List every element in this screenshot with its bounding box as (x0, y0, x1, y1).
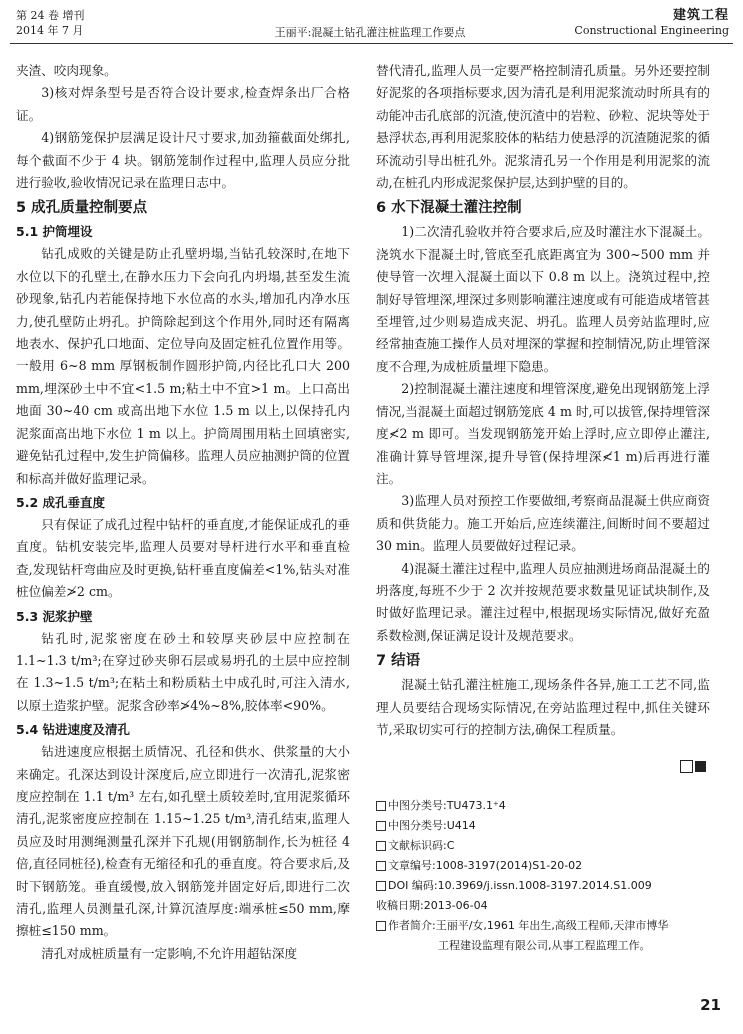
running-title: 王丽平:混凝土钻孔灌注桩监理工作要点 (274, 26, 466, 39)
paragraph: 钻孔时,泥浆密度在砂土和较厚夹砂层中应控制在 1.1~1.3 t/m³;在穿过砂夹卵石层或易坍孔的土层中应控制在 1.3~1.5 t/m³;在粘土和粉质粘土中成孔时,可注入清水,以原土造浆护壁。泥浆含砂率≯4%~8%,胶体率<90%。 (16, 630, 350, 713)
checkbox-icon (376, 801, 386, 811)
end-mark (376, 755, 710, 777)
end-square-icon (695, 761, 706, 772)
clc-number-1: 中图分类号:TU473.1⁺4 (388, 798, 506, 812)
subsection-heading-5-3: 5.3 泥浆护壁 (16, 608, 93, 624)
paragraph: 4)钢筋笼保护层满足设计尺寸要求,加劲箍截面处绑扎,每个截面不少于 4 块。钢筋笼制作过程中,监理人员应分批进行验收,验收情况记录在监理日志中。 (16, 130, 350, 191)
article-number: 文章编号:1008-3197(2014)S1-20-02 (388, 858, 583, 872)
subsection-heading-5-1: 5.1 护筒埋设 (16, 224, 93, 240)
page-number: 21 (700, 996, 721, 1014)
meta-row (376, 816, 710, 836)
checkbox-icon (376, 881, 386, 891)
meta-row (376, 896, 710, 916)
meta-row (376, 856, 710, 876)
received-date: 收稿日期:2013-06-04 (376, 898, 488, 912)
checkbox-icon (376, 921, 386, 931)
journal-name-en: Constructional Engineering (574, 24, 729, 37)
section-heading-5: 5 成孔质量控制要点 (16, 200, 148, 217)
author-bio-continued: 工程建设监理有限公司,从事工程监理工作。 (438, 938, 651, 952)
checkbox-icon (376, 821, 386, 831)
checkbox-icon (376, 861, 386, 871)
left-column (16, 60, 350, 965)
header-rule (10, 43, 733, 44)
paragraph: 清孔对成桩质量有一定影响,不允许用超钻深度 (41, 945, 298, 961)
paragraph: 夹渣、咬肉现象。 (16, 63, 117, 78)
subsection-heading-5-4: 5.4 钻进速度及清孔 (16, 722, 130, 738)
clc-number-2: 中图分类号:U414 (388, 818, 476, 832)
document-code: 文献标识码:C (388, 838, 455, 852)
paragraph: 替代清孔,监理人员一定要严格控制清孔质量。另外还要控制好泥浆的各项指标要求,因为清孔是利用泥浆流动时所具有的动能冲击孔底部的沉渣,使沉渣中的岩粒、砂粒、泥块等处于悬浮状态,再利用泥浆胶体的粘结力使悬浮的沉渣随泥浆的循环流动引导出桩孔外。泥浆清孔另一个作用是利用泥浆的流动,在桩孔内形成泥浆保护层,达到护壁的目的。 (376, 63, 710, 191)
subsection-heading-5-2: 5.2 成孔垂直度 (16, 494, 105, 510)
doi-code: DOI 编码:10.3969/j.issn.1008-3197.2014.S1.009 (388, 878, 652, 892)
issue-date: 2014 年 7 月 (16, 24, 84, 37)
meta-row (376, 876, 710, 896)
meta-row (376, 796, 710, 816)
header-right (574, 8, 729, 38)
header-left (16, 8, 85, 38)
journal-name-cn: 建筑工程 (672, 8, 729, 23)
section-heading-7: 7 结语 (376, 653, 421, 670)
paragraph: 钻进速度应根据土质情况、孔径和供水、供浆量的大小来确定。孔深达到设计深度后,应立即进行一次清孔,泥浆密度应控制在 1.1 t/m³ 左右,如孔壁土质较差时,宜用泥浆循环清孔,泥浆密度应控制在 1.15~1.25 t/m³,清孔结束,监理人员应及时用测绳测量孔深并下孔规(用钢筋制作,长为桩径 4 倍,直径同桩径),检查有无缩径和孔的垂直度。符合要求后,及时下钢筋笼。垂直缓慢,放入钢筋笼并固定好后,即进行二次清孔,监理人员测量孔深,计算沉渣厚度:端承桩≤50 mm,摩擦桩≤150 mm。 (16, 744, 350, 939)
paragraph: 只有保证了成孔过程中钻杆的垂直度,才能保证成孔的垂直度。钻机安装完毕,监理人员要对导杆进行水平和垂直检查,发现钻杆弯曲应及时更换,钻杆垂直度偏差<1%,钻头对准桩位偏差≯2 cm。 (16, 516, 350, 600)
meta-row (376, 936, 710, 956)
page-header (0, 0, 743, 46)
meta-row (376, 836, 710, 856)
section-heading-6: 6 水下混凝土灌注控制 (376, 200, 522, 217)
meta-row (376, 916, 710, 936)
volume-label: 第 24 卷 增刊 (16, 9, 85, 22)
paragraph: 3)核对焊条型号是否符合设计要求,检查焊条出厂合格证。 (16, 85, 350, 123)
paragraph: 2)控制混凝土灌注速度和埋管深度,避免出现钢筋笼上浮情况,当混凝土面超过钢筋笼底 4 m 时,可以拔管,保持埋管深度≮2 m 即可。当发现钢筋笼开始上浮时,应立即停止灌注,准确计算导管埋深,提升导管(保持埋深≮1 m)后再进行灌注。 (376, 381, 710, 486)
checkbox-icon (376, 841, 386, 851)
paragraph: 4)混凝土灌注过程中,监理人员应抽测进场商品混凝土的坍落度,每班不少于 2 次并按规范要求数量见证试块制作,及时做好监理记录。灌注过程中,根据现场实际情况,做好充盈系数检测,保证满足设计及规范要求。 (376, 560, 710, 643)
paragraph: 钻孔成败的关键是防止孔壁坍塌,当钻孔较深时,在地下水位以下的孔壁土,在静水压力下会向孔内坍塌,甚至发生流砂现象,钻孔内若能保持地下水位高的水头,增加孔内净水压力,使孔壁防止坍孔。护筒除起到这个作用外,同时还有隔离地表水、保护孔口地面、定位导向及固定桩孔位置作用等。一般用 6~8 mm 厚钢板制作圆形护筒,内径比孔口大 200 mm,埋深砂土中不宜<1.5 m;粘土中不宜>1 m。上口高出地面 30~40 cm 或高出地下水位 1.5 m 以上,以保持孔内泥浆面高出地下水位 1 m 以上。护筒周围用粘土回填密实,避免钻孔过程中,发生护筒偏移。监理人员应抽测护筒的位置和标高并做好监理记录。 (16, 246, 350, 486)
article-metadata (376, 796, 710, 956)
end-box-icon (680, 760, 693, 773)
author-bio: 作者简介:王丽平/女,1961 年出生,高级工程师,天津市博华 (388, 918, 669, 932)
paragraph: 3)监理人员对预控工作要做细,考察商品混凝土供应商资质和供货能力。施工开始后,应连续灌注,间断时间不要超过 30 min。监理人员要做好过程记录。 (376, 493, 710, 554)
paragraph: 混凝土钻孔灌注桩施工,现场条件各异,施工工艺不同,监理人员要结合现场实际情况,在旁站监理过程中,抓住关键环节,采取切实可行的控制方法,确保工程质量。 (376, 677, 710, 737)
right-column (376, 60, 710, 956)
paragraph: 1)二次清孔验收并符合要求后,应及时灌注水下混凝土。浇筑水下混凝土时,管底至孔底距离宜为 300~500 mm 并使导管一次埋入混凝土面以下 0.8 m 以上。浇筑过程中,控制好导管埋深,埋深过多则影响灌注速度或有可能造成堵管甚至埋管,过少则易造成夹泥、坍孔。监理人员旁站监理时,应经常抽查施工操作人员对埋深的掌握和控制情况,防止埋管深度不合理,为成桩质量埋下隐患。 (376, 224, 710, 374)
